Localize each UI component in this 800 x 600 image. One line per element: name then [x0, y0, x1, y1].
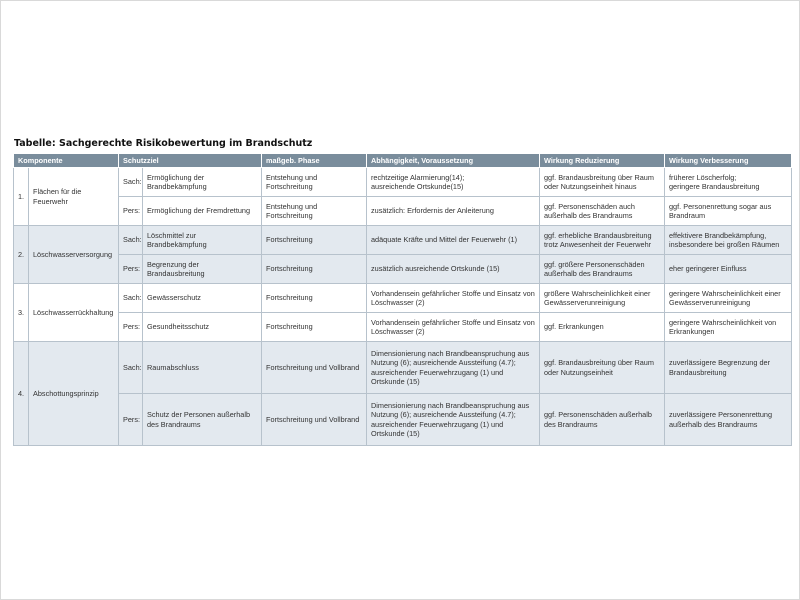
effect-improvement: effektivere Brandbekämpfung, insbesondere bei großen Räumen [665, 226, 792, 255]
component-number: 2. [14, 226, 29, 284]
table-row [14, 226, 792, 255]
component-name: Löschwasserrückhaltung [29, 284, 119, 342]
header-komponente: Komponente [14, 154, 119, 168]
header-reduzierung: Wirkung Reduzierung [540, 154, 665, 168]
table-row [14, 342, 792, 394]
dependency: Vorhandensein gefährlicher Stoffe und Einsatz von Löschwasser (2) [367, 284, 540, 313]
dependency: Dimensionierung nach Brandbeanspruchung aus Nutzung (6); ausreichende Aussteifung (4.7); ausreichender Feuerwehrzugang (1) und Ortskunde (15) [367, 342, 540, 394]
relevant-phase: Fortschreitung [262, 226, 367, 255]
dependency: Vorhandensein gefährlicher Stoffe und Einsatz von Löschwasser (2) [367, 313, 540, 342]
component-name: Löschwasserversorgung [29, 226, 119, 284]
effect-improvement: zuverlässigere Personenrettung außerhalb des Brandraums [665, 394, 792, 446]
header-phase: maßgeb. Phase [262, 154, 367, 168]
relevant-phase: Fortschreitung und Vollbrand [262, 342, 367, 394]
component-number: 4. [14, 342, 29, 446]
table-title: Tabelle: Sachgerechte Risikobewertung im Brandschutz [14, 138, 313, 149]
relevant-phase: Entstehung und Fortschreitung [262, 197, 367, 226]
header-verbesserung: Wirkung Verbesserung [665, 154, 792, 168]
protection-goal: Gesundheitsschutz [143, 313, 262, 342]
component-name: Flächen für die Feuerwehr [29, 168, 119, 226]
dependency: rechtzeitige Alarmierung(14); ausreichende Ortskunde(15) [367, 168, 540, 197]
table-row [14, 197, 792, 226]
relevant-phase: Fortschreitung und Vollbrand [262, 394, 367, 446]
protection-goal: Raumabschluss [143, 342, 262, 394]
protection-goal: Ermöglichung der Brandbekämpfung [143, 168, 262, 197]
effect-reduction: ggf. Personenschäden außerhalb des Brandraums [540, 394, 665, 446]
effect-reduction: ggf. größere Personenschäden außerhalb des Brandraums [540, 255, 665, 284]
protection-type: Pers: [119, 197, 143, 226]
protection-type: Pers: [119, 255, 143, 284]
relevant-phase: Fortschreitung [262, 284, 367, 313]
dependency: Dimensionierung nach Brandbeanspruchung aus Nutzung (6); ausreichende Aussteifung (4.7); ausreichender Feuerwehrzugang (1) und Ortskunde (15) [367, 394, 540, 446]
protection-type: Sach: [119, 226, 143, 255]
protection-goal: Schutz der Personen außerhalb des Brandraums [143, 394, 262, 446]
header-abhaengigkeit: Abhängigkeit, Voraussetzung [367, 154, 540, 168]
protection-goal: Löschmittel zur Brandbekämpfung [143, 226, 262, 255]
table-header-row [14, 154, 792, 168]
effect-reduction: ggf. Brandausbreitung über Raum oder Nutzungseinheit [540, 342, 665, 394]
effect-improvement: zuverlässigere Begrenzung der Brandausbreitung [665, 342, 792, 394]
relevant-phase: Fortschreitung [262, 313, 367, 342]
protection-type: Pers: [119, 313, 143, 342]
header-schutzziel: Schutzziel [119, 154, 262, 168]
dependency: adäquate Kräfte und Mittel der Feuerwehr (1) [367, 226, 540, 255]
relevant-phase: Fortschreitung [262, 255, 367, 284]
table-row [14, 284, 792, 313]
protection-goal: Begrenzung der Brandausbreitung [143, 255, 262, 284]
effect-reduction: ggf. Brandausbreitung über Raum oder Nutzungseinheit hinaus [540, 168, 665, 197]
component-name: Abschottungsprinzip [29, 342, 119, 446]
effect-improvement: eher geringerer Einfluss [665, 255, 792, 284]
protection-goal: Gewässerschutz [143, 284, 262, 313]
dependency: zusätzlich ausreichende Ortskunde (15) [367, 255, 540, 284]
risk-assessment-table [13, 153, 792, 446]
effect-reduction: ggf. erhebliche Brandausbreitung trotz Anwesenheit der Feuerwehr [540, 226, 665, 255]
effect-reduction: größere Wahrscheinlichkeit einer Gewässerverunreinigung [540, 284, 665, 313]
component-number: 1. [14, 168, 29, 226]
effect-improvement: ggf. Personenrettung sogar aus Brandraum [665, 197, 792, 226]
protection-type: Sach: [119, 342, 143, 394]
table-row [14, 313, 792, 342]
protection-type: Sach: [119, 284, 143, 313]
dependency: zusätzlich: Erfordernis der Anleiterung [367, 197, 540, 226]
table-row [14, 394, 792, 446]
protection-type: Sach: [119, 168, 143, 197]
table-row [14, 168, 792, 197]
component-number: 3. [14, 284, 29, 342]
relevant-phase: Entstehung und Fortschreitung [262, 168, 367, 197]
effect-reduction: ggf. Erkrankungen [540, 313, 665, 342]
effect-improvement: geringere Wahrscheinlichkeit von Erkrankungen [665, 313, 792, 342]
table-row [14, 255, 792, 284]
effect-improvement: geringere Wahrscheinlichkeit einer Gewässerverunreinigung [665, 284, 792, 313]
protection-type: Pers: [119, 394, 143, 446]
effect-improvement: früherer Löscherfolg; geringere Brandausbreitung [665, 168, 792, 197]
protection-goal: Ermöglichung der Fremdrettung [143, 197, 262, 226]
effect-reduction: ggf. Personenschäden auch außerhalb des Brandraums [540, 197, 665, 226]
